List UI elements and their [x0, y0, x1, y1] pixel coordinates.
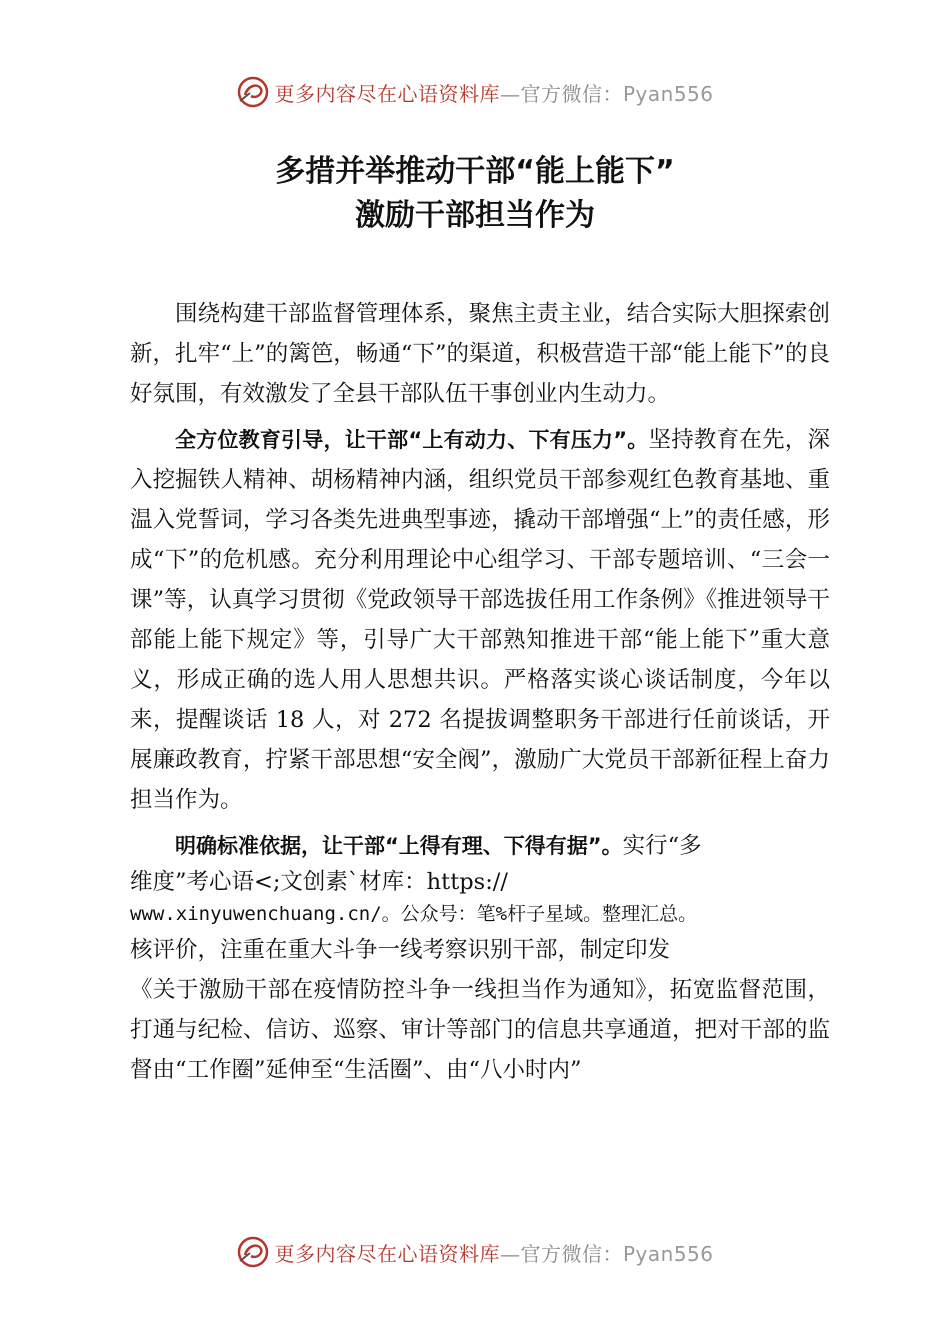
title-line-2: 激励干部担当作为 [355, 198, 595, 233]
swirl-logo-icon [236, 75, 270, 109]
header-watermark [0, 72, 950, 112]
section-heading-standards: 明确标准依据，让干部“上得有理、下得有据”。 [175, 834, 623, 858]
paragraph-education-text: 坚持教育在先，深入挖掘铁人精神、胡杨精神内涵，组织党员干部参观红色教育基地、重温入党誓词，学习各类先进典型事迹，撬动干部增强“上”的责任感，形成“下”的危机感。充分利用理论中心组学习、干部专题培训、“三会一课”等，认真学习贯彻《党政领导干部选拔任用工作条例》《推进领导干部能上能下规定》等，引导广大干部熟知推进干部“能上能下”重大意义，形成正确的选人用人思想共识。严格落实谈心谈话制度，今年以来，提醒谈话 18 人，对 272 名提拔调整职务干部进行任前谈话，开展廉政教育，拧紧干部思想“安全阀”，激励广大党员干部新征程上奋力担当作为。 [130, 427, 830, 813]
paragraph-standards-text-d: 核评价，注重在重大斗争一线考察识别干部，制定印发 [130, 937, 671, 963]
paragraph-education [130, 420, 830, 820]
footer-watermark [0, 1232, 950, 1272]
watermark-wechat-label: 官方微信： [520, 1241, 623, 1266]
watermark-dash: — [499, 1241, 521, 1266]
watermark-dash: — [499, 81, 521, 106]
paragraph-intro: 围绕构建干部监督管理体系，聚焦主责主业，结合实际大胆探索创新，扎牢“上”的篱笆，畅通“下”的渠道，积极营造干部“能上能下”的良好氛围，有效激发了全县干部队伍干事创业内生动力。 [130, 301, 830, 407]
swirl-logo-icon [236, 1235, 270, 1269]
paragraph-standards-text-e: 《关于激励干部在疫情防控斗争一线担当作为通知》，拓宽监督范围，打通与纪检、信访、巡察、审计等部门的信息共享通道，把对干部的监督由“工作圈”延伸至“生活圈”、由“八小时内” [130, 977, 830, 1083]
paragraph-standards [130, 826, 830, 866]
section-heading-education: 全方位教育引导，让干部“上有动力、下有压力”。 [175, 428, 649, 452]
watermark-main: 更多内容尽在心语资料库 [274, 81, 500, 106]
paragraph-standards-text-a: 实行“多 [622, 833, 702, 859]
inserted-line-2: www.xinyuwenchuang.cn/。公众号：笔%杆子星域。整理汇总。 [130, 903, 698, 925]
watermark-main: 更多内容尽在心语资料库 [274, 1241, 500, 1266]
watermark-wechat-id: Pyan556 [622, 81, 714, 106]
watermark-wechat-label: 官方微信： [520, 81, 623, 106]
inserted-line-1: 维度”考心语<;文创素`材库：https:// [130, 869, 508, 895]
title-line-1: 多措并举推动干部“能上能下” [275, 154, 675, 189]
document-body [130, 294, 830, 1090]
watermark-wechat-id: Pyan556 [622, 1241, 714, 1266]
document-title [0, 150, 950, 238]
